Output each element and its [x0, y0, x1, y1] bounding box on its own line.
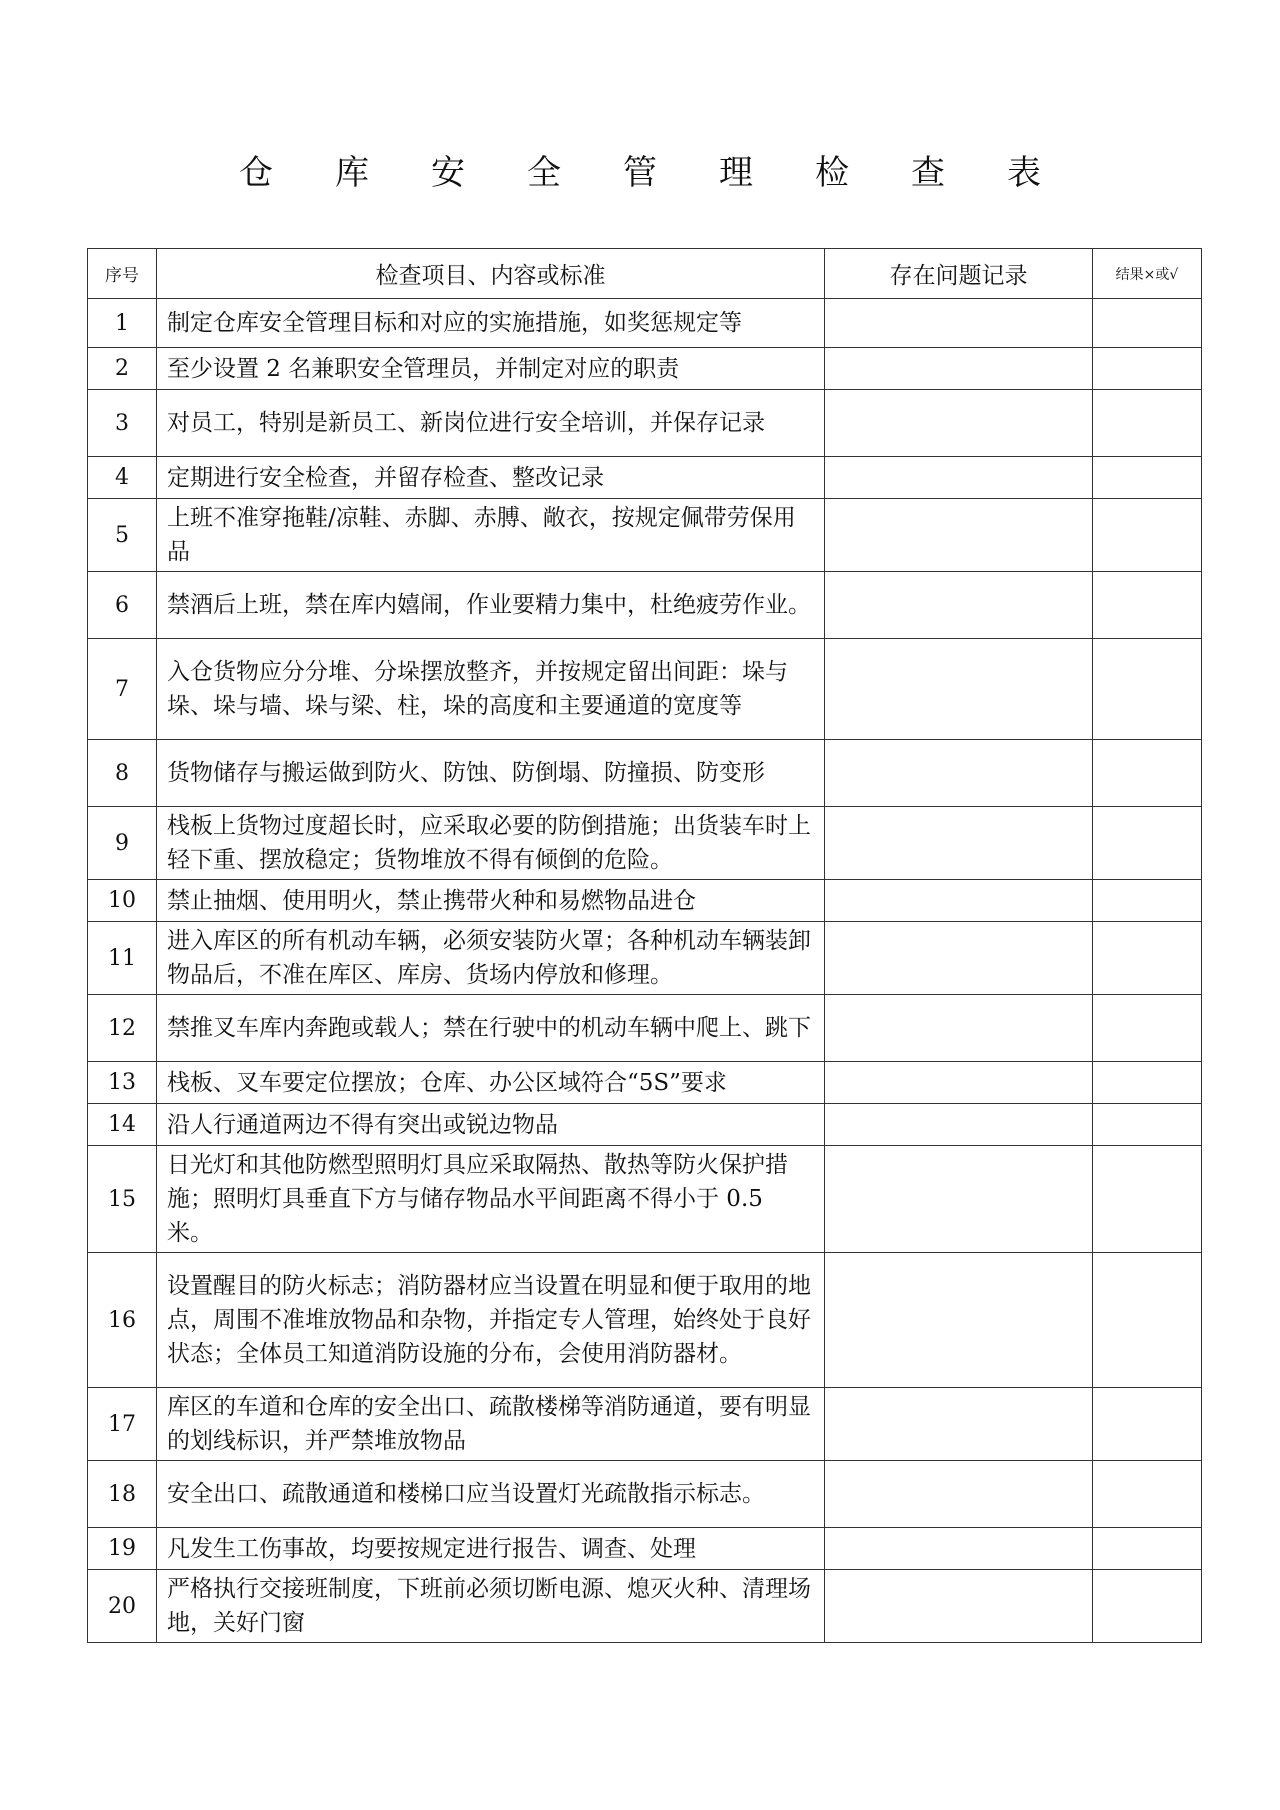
row-serial-number: 12: [88, 995, 157, 1062]
row-check-item: 禁酒后上班，禁在库内嬉闹，作业要精力集中，杜绝疲劳作业。: [157, 572, 825, 639]
table-row: [88, 1528, 1202, 1570]
row-check-item: 禁推叉车库内奔跑或载人；禁在行驶中的机动车辆中爬上、跳下: [157, 995, 825, 1062]
row-issue-record-cell[interactable]: [825, 1062, 1093, 1104]
row-serial-number: 20: [88, 1570, 157, 1643]
row-issue-record-cell[interactable]: [825, 499, 1093, 572]
row-issue-record-cell[interactable]: [825, 1461, 1093, 1528]
row-result-cell[interactable]: [1093, 740, 1202, 807]
table-row: [88, 1570, 1202, 1643]
row-serial-number: 11: [88, 922, 157, 995]
table-row: [88, 1146, 1202, 1253]
row-result-cell[interactable]: [1093, 1104, 1202, 1146]
row-result-cell[interactable]: [1093, 995, 1202, 1062]
row-serial-number: 16: [88, 1253, 157, 1388]
row-issue-record-cell[interactable]: [825, 1388, 1093, 1461]
row-result-cell[interactable]: [1093, 1062, 1202, 1104]
row-issue-record-cell[interactable]: [825, 922, 1093, 995]
row-issue-record-cell[interactable]: [825, 995, 1093, 1062]
row-result-cell[interactable]: [1093, 390, 1202, 457]
header-serial-number: 序号: [88, 249, 157, 299]
row-issue-record-cell[interactable]: [825, 348, 1093, 390]
row-check-item: 栈板、叉车要定位摆放；仓库、办公区域符合“5S”要求: [157, 1062, 825, 1104]
row-check-item: 凡发生工伤事故，均要按规定进行报告、调查、处理: [157, 1528, 825, 1570]
row-issue-record-cell[interactable]: [825, 1146, 1093, 1253]
table-row: [88, 995, 1202, 1062]
table-row: [88, 922, 1202, 995]
row-result-cell[interactable]: [1093, 1528, 1202, 1570]
table-row: [88, 880, 1202, 922]
row-serial-number: 2: [88, 348, 157, 390]
row-issue-record-cell[interactable]: [825, 299, 1093, 348]
table-body: [88, 299, 1202, 1643]
title-char: 仓: [239, 153, 273, 193]
row-result-cell[interactable]: [1093, 499, 1202, 572]
row-check-item: 沿人行通道两边不得有突出或锐边物品: [157, 1104, 825, 1146]
row-issue-record-cell[interactable]: [825, 1528, 1093, 1570]
page-title: [0, 148, 1280, 198]
row-serial-number: 19: [88, 1528, 157, 1570]
row-check-item: 栈板上货物过度超长时，应采取必要的防倒措施；出货装车时上轻下重、摆放稳定；货物堆放不得有倾倒的危险。: [157, 807, 825, 880]
row-result-cell[interactable]: [1093, 1253, 1202, 1388]
table-row: [88, 390, 1202, 457]
row-result-cell[interactable]: [1093, 922, 1202, 995]
table-row: [88, 1253, 1202, 1388]
row-issue-record-cell[interactable]: [825, 457, 1093, 499]
table-row: [88, 1104, 1202, 1146]
table-row: [88, 499, 1202, 572]
row-serial-number: 6: [88, 572, 157, 639]
row-serial-number: 7: [88, 639, 157, 740]
row-issue-record-cell[interactable]: [825, 1104, 1093, 1146]
title-char: 安: [431, 153, 465, 193]
table-row: [88, 639, 1202, 740]
row-result-cell[interactable]: [1093, 1388, 1202, 1461]
row-serial-number: 5: [88, 499, 157, 572]
row-issue-record-cell[interactable]: [825, 1570, 1093, 1643]
row-result-cell[interactable]: [1093, 1570, 1202, 1643]
row-issue-record-cell[interactable]: [825, 880, 1093, 922]
row-check-item: 制定仓库安全管理目标和对应的实施措施，如奖惩规定等: [157, 299, 825, 348]
row-check-item: 设置醒目的防火标志；消防器材应当设置在明显和便于取用的地点，周围不准堆放物品和杂物，并指定专人管理，始终处于良好状态；全体员工知道消防设施的分布，会使用消防器材。: [157, 1253, 825, 1388]
row-serial-number: 15: [88, 1146, 157, 1253]
row-serial-number: 18: [88, 1461, 157, 1528]
table-row: [88, 348, 1202, 390]
header-check-item: 检查项目、内容或标准: [157, 249, 825, 299]
row-issue-record-cell[interactable]: [825, 1253, 1093, 1388]
title-char: 全: [527, 153, 561, 193]
row-check-item: 至少设置 2 名兼职安全管理员，并制定对应的职责: [157, 348, 825, 390]
row-check-item: 库区的车道和仓库的安全出口、疏散楼梯等消防通道，要有明显的划线标识，并严禁堆放物品: [157, 1388, 825, 1461]
row-serial-number: 9: [88, 807, 157, 880]
row-issue-record-cell[interactable]: [825, 390, 1093, 457]
title-char: 检: [815, 153, 849, 193]
row-check-item: 上班不准穿拖鞋/凉鞋、赤脚、赤膊、敞衣，按规定佩带劳保用品: [157, 499, 825, 572]
row-check-item: 入仓货物应分分堆、分垛摆放整齐，并按规定留出间距：垛与垛、垛与墙、垛与梁、柱，垛的高度和主要通道的宽度等: [157, 639, 825, 740]
header-result: 结果×或√: [1093, 249, 1202, 299]
row-issue-record-cell[interactable]: [825, 639, 1093, 740]
table-row: [88, 740, 1202, 807]
row-serial-number: 1: [88, 299, 157, 348]
row-check-item: 定期进行安全检查，并留存检查、整改记录: [157, 457, 825, 499]
row-serial-number: 13: [88, 1062, 157, 1104]
row-result-cell[interactable]: [1093, 299, 1202, 348]
title-char: 库: [335, 153, 369, 193]
inspection-table: [87, 248, 1202, 1643]
row-check-item: 货物储存与搬运做到防火、防蚀、防倒塌、防撞损、防变形: [157, 740, 825, 807]
table-row: [88, 572, 1202, 639]
row-result-cell[interactable]: [1093, 639, 1202, 740]
row-serial-number: 4: [88, 457, 157, 499]
row-check-item: 严格执行交接班制度，下班前必须切断电源、熄灭火种、清理场地，关好门窗: [157, 1570, 825, 1643]
table-row: [88, 1388, 1202, 1461]
title-char: 查: [911, 153, 945, 193]
row-serial-number: 10: [88, 880, 157, 922]
table-row: [88, 299, 1202, 348]
title-char: 管: [623, 153, 657, 193]
row-check-item: 日光灯和其他防燃型照明灯具应采取隔热、散热等防火保护措施；照明灯具垂直下方与储存物品水平间距离不得小于 0.5 米。: [157, 1146, 825, 1253]
row-result-cell[interactable]: [1093, 348, 1202, 390]
row-issue-record-cell[interactable]: [825, 572, 1093, 639]
header-issue-record: 存在问题记录: [825, 249, 1093, 299]
row-result-cell[interactable]: [1093, 572, 1202, 639]
row-result-cell[interactable]: [1093, 1461, 1202, 1528]
row-result-cell[interactable]: [1093, 807, 1202, 880]
row-serial-number: 17: [88, 1388, 157, 1461]
table-row: [88, 807, 1202, 880]
table-header-row: [88, 249, 1202, 299]
row-check-item: 安全出口、疏散通道和楼梯口应当设置灯光疏散指示标志。: [157, 1461, 825, 1528]
table-row: [88, 457, 1202, 499]
row-result-cell[interactable]: [1093, 1146, 1202, 1253]
table-row: [88, 1062, 1202, 1104]
title-char: 表: [1007, 153, 1041, 193]
row-check-item: 进入库区的所有机动车辆，必须安装防火罩；各种机动车辆装卸物品后，不准在库区、库房、货场内停放和修理。: [157, 922, 825, 995]
row-result-cell[interactable]: [1093, 880, 1202, 922]
row-serial-number: 8: [88, 740, 157, 807]
row-issue-record-cell[interactable]: [825, 740, 1093, 807]
row-issue-record-cell[interactable]: [825, 807, 1093, 880]
row-serial-number: 14: [88, 1104, 157, 1146]
row-serial-number: 3: [88, 390, 157, 457]
row-check-item: 对员工，特别是新员工、新岗位进行安全培训，并保存记录: [157, 390, 825, 457]
table-row: [88, 1461, 1202, 1528]
row-result-cell[interactable]: [1093, 457, 1202, 499]
row-check-item: 禁止抽烟、使用明火，禁止携带火种和易燃物品进仓: [157, 880, 825, 922]
title-char: 理: [719, 153, 753, 193]
